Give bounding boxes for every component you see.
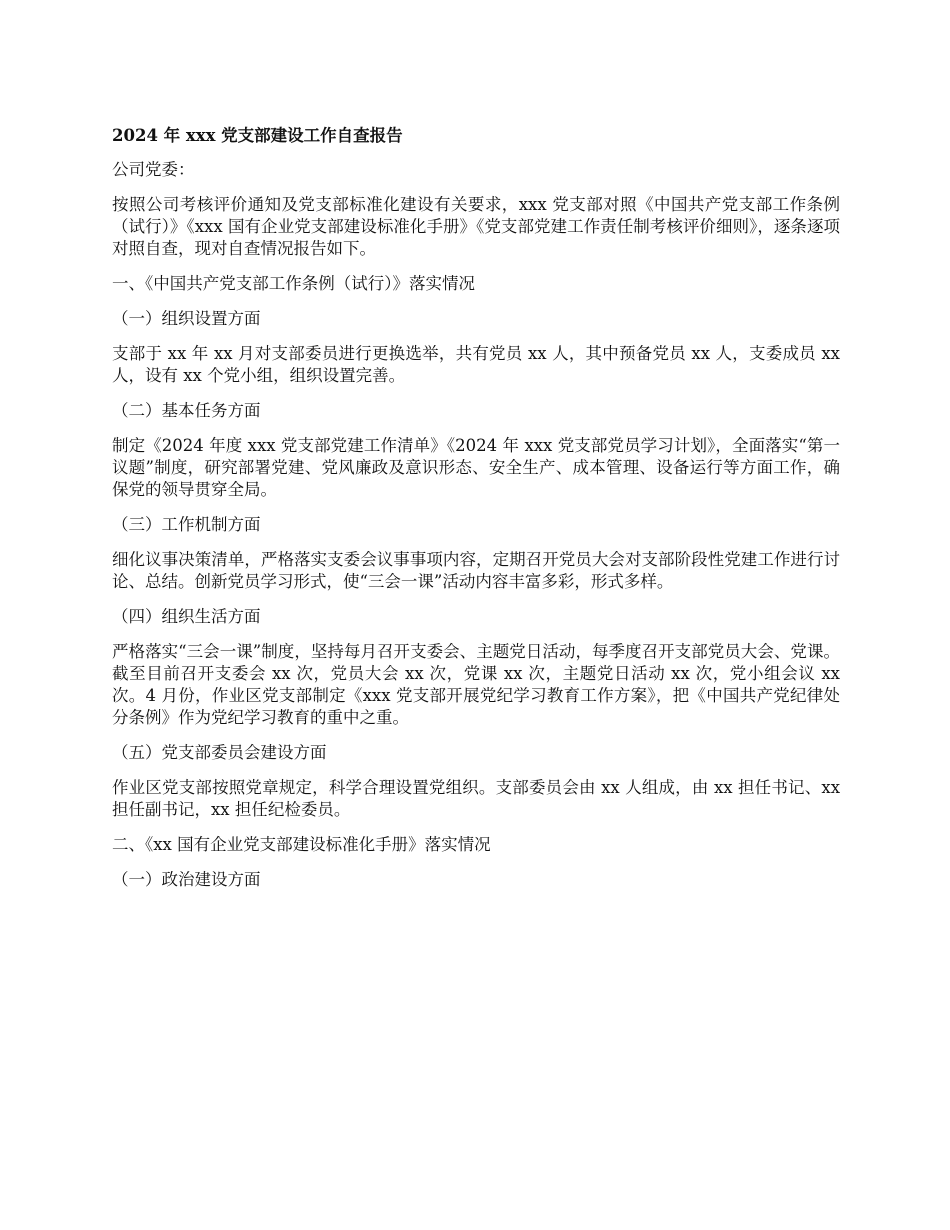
intro-paragraph: 按照公司考核评价通知及党支部标准化建设有关要求，xxx 党支部对照《中国共产党支部工作条例（试行）》《xxx 国有企业党支部建设标准化手册》《党支部党建工作责任制考核评价细则》，逐条逐项对照自查，现对自查情况报告如下。 (112, 195, 840, 258)
section-1-sub-1-paragraph: 支部于 xx 年 xx 月对支部委员进行更换选举，共有党员 xx 人，其中预备党员 xx 人，支委成员 xx 人，设有 xx 个党小组，组织设置完善。 (112, 344, 840, 385)
section-1-sub-2-paragraph: 制定《2024 年度 xxx 党支部党建工作清单》《2024 年 xxx 党支部党员学习计划》，全面落实“第一议题”制度，研究部署党建、党风廉政及意识形态、安全生产、成本管理、设备运行等方面工作，确保党的领导贯穿全局。 (112, 436, 840, 499)
document-page (112, 125, 840, 904)
section-1-sub-3-heading: （三）工作机制方面 (112, 515, 261, 534)
section-1-sub-5-heading: （五）党支部委员会建设方面 (112, 743, 327, 762)
section-1-sub-5-paragraph: 作业区党支部按照党章规定，科学合理设置党组织。支部委员会由 xx 人组成，由 xx 担任书记、xx 担任副书记，xx 担任纪检委员。 (112, 778, 840, 819)
section-1-sub-4-paragraph: 严格落实“三会一课”制度，坚持每月召开支委会、主题党日活动，每季度召开支部党员大会、党课。截至目前召开支委会 xx 次，党员大会 xx 次，党课 xx 次，主题党日活动 xx 次，党小组会议 xx 次。4 月份，作业区党支部制定《xxx 党支部开展党纪学习教育工作方案》，把《中国共产党纪律处分条例》作为党纪学习教育的重中之重。 (112, 642, 840, 727)
section-1-sub-4-heading: （四）组织生活方面 (112, 607, 261, 626)
section-1-sub-2-heading: （二）基本任务方面 (112, 401, 261, 420)
salutation: 公司党委： (112, 160, 195, 179)
section-1-sub-1-heading: （一）组织设置方面 (112, 309, 261, 328)
section-2-sub-1-heading: （一）政治建设方面 (112, 870, 261, 889)
section-1-heading: 一、《中国共产党支部工作条例（试行）》落实情况 (112, 274, 475, 293)
document-title: 2024 年 xxx 党支部建设工作自查报告 (112, 126, 403, 145)
section-2-heading: 二、《xx 国有企业党支部建设标准化手册》落实情况 (112, 835, 491, 854)
section-1-sub-3-paragraph: 细化议事决策清单，严格落实支委会议事事项内容，定期召开党员大会对支部阶段性党建工作进行讨论、总结。创新党员学习形式，使“三会一课”活动内容丰富多彩，形式多样。 (112, 550, 840, 591)
